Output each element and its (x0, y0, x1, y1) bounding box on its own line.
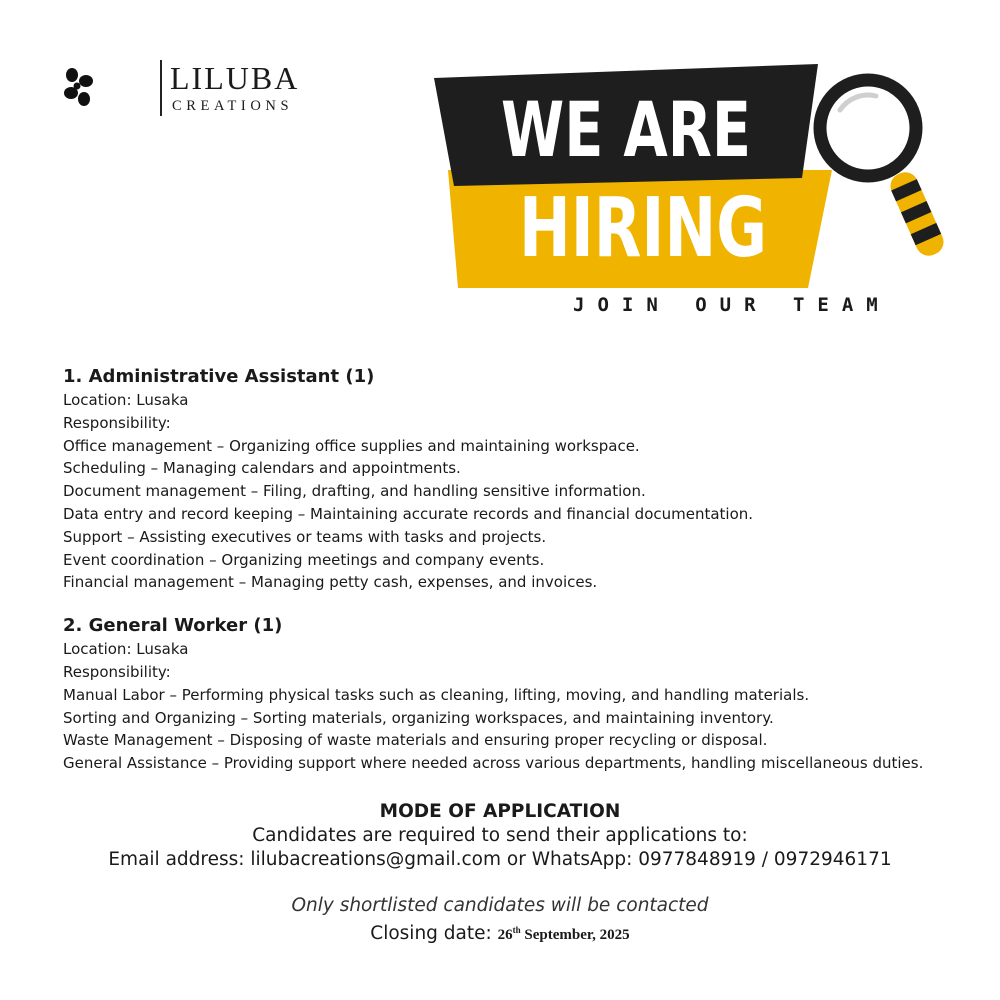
duty-item: Waste Management – Disposing of waste materials and ensuring proper recycling or disposal. (63, 731, 768, 750)
hiring-banner (430, 58, 950, 328)
duty-item: Financial management – Managing petty cash, expenses, and invoices. (63, 573, 598, 592)
closing-date-value (498, 927, 630, 943)
flower-icon (62, 61, 96, 111)
job-location: Location: Lusaka (63, 640, 189, 659)
duty-item: Sorting and Organizing – Sorting materials, organizing workspaces, and maintaining inventory. (63, 708, 774, 727)
job-listings (63, 364, 963, 794)
duty-item: Data entry and record keeping – Maintaining accurate records and financial documentation. (63, 504, 754, 523)
duty-item: Scheduling – Managing calendars and appointments. (63, 459, 461, 478)
closing-date-label: Closing date: (370, 923, 492, 944)
duty-item: Office management – Organizing office supplies and maintaining workspace. (63, 436, 640, 455)
responsibility-label: Responsibility: (63, 413, 171, 432)
duty-item: General Assistance – Providing support where needed across various departments, handling miscellaneous duties. (63, 754, 924, 773)
duty-item: Event coordination – Organizing meetings and company events. (63, 550, 545, 569)
logo-subtitle: CREATIONS (172, 98, 294, 114)
banner-tagline: JOIN OUR TEAM (573, 294, 891, 316)
duty-item: Manual Labor – Performing physical tasks such as cleaning, lifting, moving, and handling materials. (63, 685, 810, 704)
duty-item: Document management – Filing, drafting, and handling sensitive information. (63, 482, 646, 501)
application-title: MODE OF APPLICATION (379, 801, 621, 822)
closing-day: 26 (497, 927, 513, 943)
job-title: 2. General Worker (1) (63, 615, 283, 637)
application-instruction: Candidates are required to send their applications to: (252, 825, 748, 846)
logo-divider (160, 60, 162, 116)
application-contact: Email address: lilubacreations@gmail.com or WhatsApp: 0977848919 / 0972946171 (108, 849, 892, 870)
application-section (0, 800, 1000, 947)
banner-line2: HIRING (519, 181, 767, 276)
job-title: 1. Administrative Assistant (1) (63, 366, 375, 387)
banner-line1: WE ARE (501, 85, 751, 174)
job-location: Location: Lusaka (63, 391, 189, 409)
closing-day-suffix: th (512, 925, 521, 935)
job-listing (63, 613, 963, 775)
responsibility-label: Responsibility: (63, 662, 171, 681)
logo-name: LILUBA (170, 60, 300, 96)
magnifying-glass-icon (820, 80, 948, 260)
duty-item: Support – Assisting executives or teams with tasks and projects. (63, 527, 547, 546)
closing-date (0, 918, 1000, 947)
job-listing (63, 364, 963, 594)
closing-month-year: September, 2025 (524, 927, 630, 943)
shortlist-note: Only shortlisted candidates will be contacted (291, 895, 709, 916)
